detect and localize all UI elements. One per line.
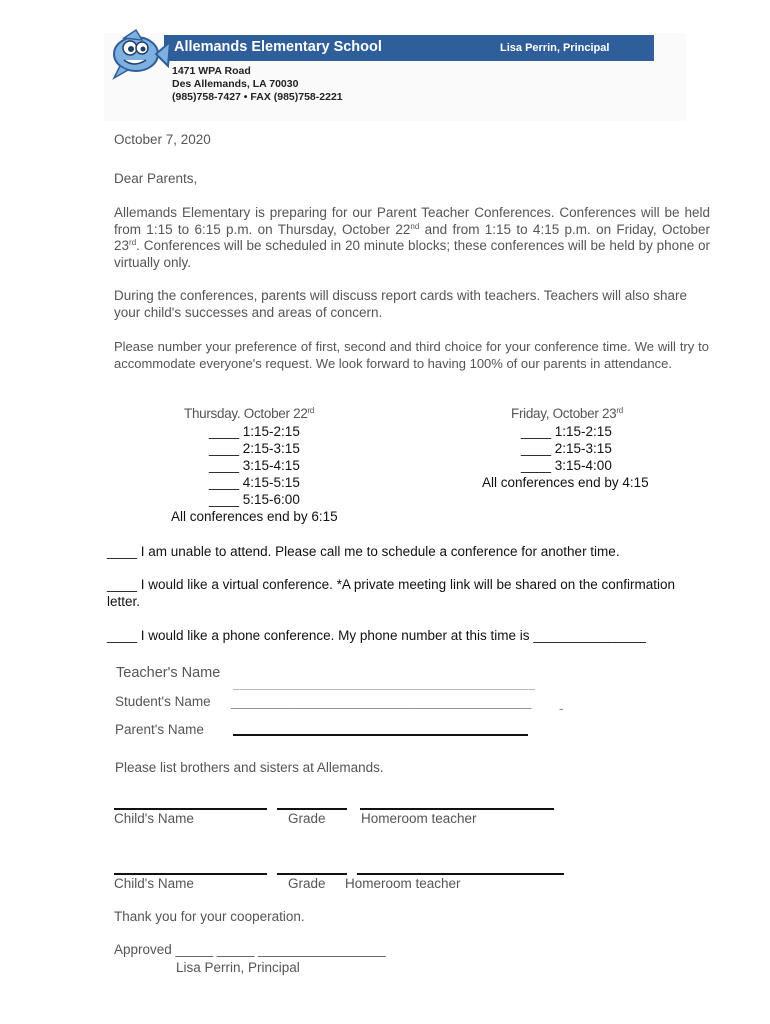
- siblings-prompt: Please list brothers and sisters at Allemands.: [115, 760, 384, 775]
- unable-option[interactable]: ____ I am unable to attend. Please call me to schedule a conference for another time.: [107, 544, 620, 559]
- greeting: Dear Parents,: [114, 171, 198, 186]
- phone-fax: (985)758-7427 • FAX (985)758-2221: [172, 91, 343, 103]
- homeroom-teacher-field[interactable]: [360, 808, 554, 810]
- friday-footer: All conferences end by 4:15: [482, 475, 649, 490]
- thursday-heading: Thursday. October 22rd: [184, 406, 315, 421]
- thursday-slot[interactable]: ____ 5:15-6:00: [209, 492, 300, 507]
- friday-heading: Friday, October 23rd: [511, 406, 623, 421]
- grade-field[interactable]: [277, 808, 347, 810]
- stray-dash: -: [559, 701, 564, 716]
- teacher-name-label: Teacher's Name: [116, 665, 221, 681]
- approved-line[interactable]: Approved _____ _____ _________________: [114, 942, 386, 957]
- preference-paragraph: Please number your preference of first, second and third choice for your conference time. We will try to accommodate everyone's request. We look forward to having 100% of our parents in attendance.: [114, 339, 709, 371]
- virtual-option-continued: letter.: [107, 594, 141, 609]
- homeroom-label-2: Homeroom teacher: [345, 876, 461, 891]
- grade-field-2[interactable]: [277, 873, 347, 875]
- child-name-field[interactable]: [114, 808, 267, 810]
- child-name-label-2: Child's Name: [114, 876, 194, 891]
- letter-date: October 7, 2020: [114, 132, 211, 147]
- homeroom-label: Homeroom teacher: [361, 811, 477, 826]
- address-line-1: 1471 WPA Road: [172, 65, 251, 77]
- homeroom-teacher-field-2[interactable]: [357, 873, 564, 875]
- thursday-slot[interactable]: ____ 1:15-2:15: [209, 424, 300, 439]
- fish-mascot-icon: [106, 26, 172, 82]
- friday-slot[interactable]: ____ 1:15-2:15: [521, 424, 612, 439]
- address-line-2: Des Allemands, LA 70030: [172, 78, 299, 90]
- friday-slot[interactable]: ____ 2:15-3:15: [521, 441, 612, 456]
- child-name-label: Child's Name: [114, 811, 194, 826]
- thursday-slot[interactable]: ____ 2:15-3:15: [209, 441, 300, 456]
- thursday-slot[interactable]: ____ 4:15-5:15: [209, 475, 300, 490]
- discussion-paragraph: During the conferences, parents will discuss report cards with teachers. Teachers will also share your child's successes and areas of concern.: [114, 288, 688, 320]
- intro-paragraph: Allemands Elementary is preparing for our Parent Teacher Conferences. Conferences will be held from 1:15 to 6:15 p.m. on Thursday, October 22nd and from 1:15 to 4:15 p.m. on Friday, October 23rd. Conferences will be scheduled in 20 minute blocks; these conferences will be held by phone or virtually only.: [114, 205, 711, 270]
- student-name-field[interactable]: ________________________________________: [231, 694, 532, 709]
- friday-slot[interactable]: ____ 3:15-4:00: [521, 458, 612, 473]
- signer-name: Lisa Perrin, Principal: [176, 960, 300, 975]
- student-name-label: Student's Name: [115, 694, 211, 709]
- grade-label: Grade: [288, 811, 326, 826]
- grade-label-2: Grade: [288, 876, 326, 891]
- child-name-field-2[interactable]: [114, 873, 267, 875]
- virtual-option[interactable]: ____ I would like a virtual conference. *A private meeting link will be shared on the confirmation: [107, 577, 676, 592]
- thursday-footer: All conferences end by 6:15: [171, 509, 338, 524]
- school-name: Allemands Elementary School: [174, 39, 382, 55]
- parent-name-field[interactable]: [233, 734, 528, 736]
- parent-name-label: Parent's Name: [115, 722, 204, 737]
- thursday-slot[interactable]: ____ 3:15-4:15: [209, 458, 300, 473]
- thanks-text: Thank you for your cooperation.: [114, 909, 305, 924]
- teacher-name-field[interactable]: [233, 689, 535, 690]
- principal-name: Lisa Perrin, Principal: [500, 42, 610, 54]
- phone-option[interactable]: ____ I would like a phone conference. My phone number at this time is _______________: [107, 628, 646, 643]
